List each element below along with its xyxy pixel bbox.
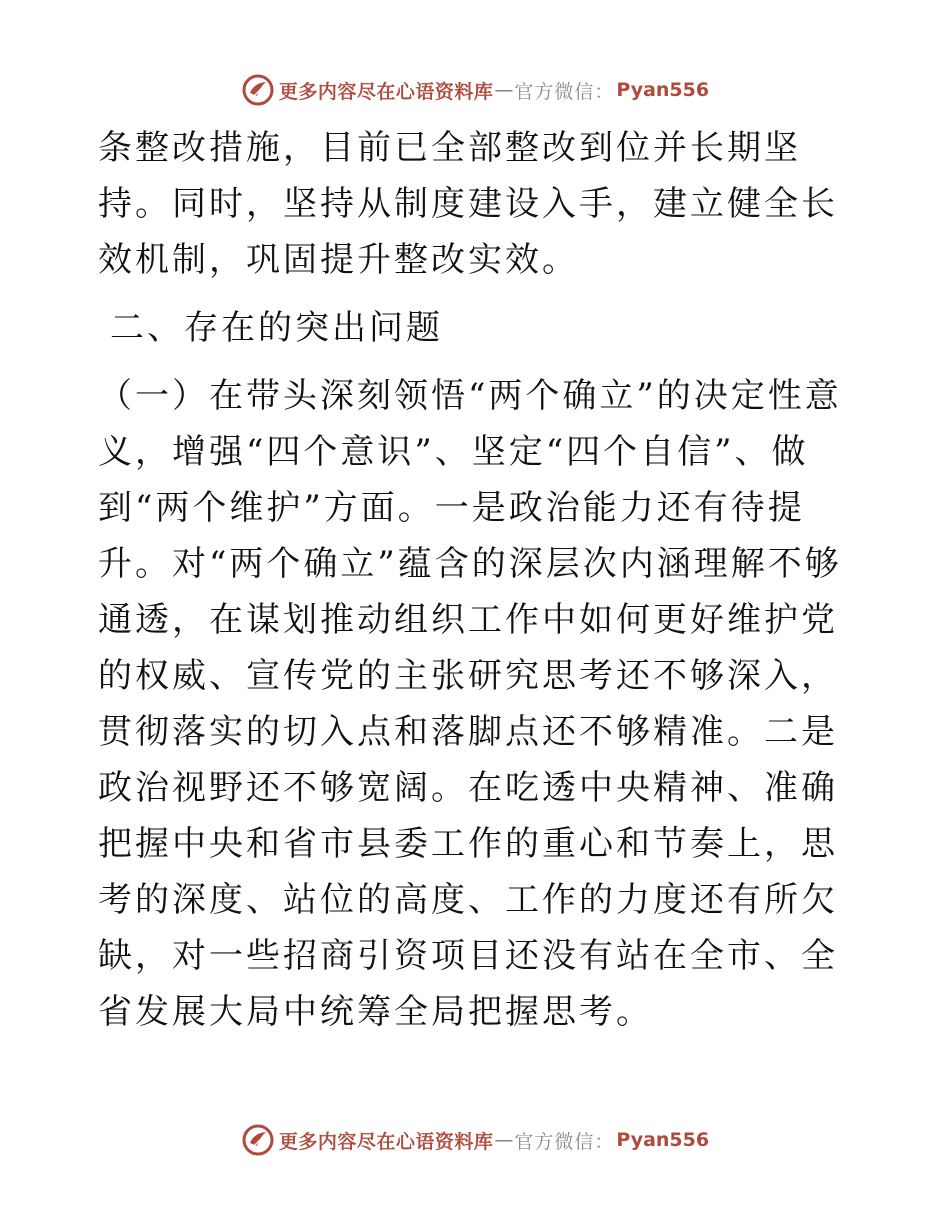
banner-wechat-id: Pyan556 bbox=[616, 1129, 710, 1151]
banner-wechat-id: Pyan556 bbox=[616, 79, 710, 101]
header-banner bbox=[0, 70, 950, 110]
logo-icon bbox=[241, 73, 275, 107]
banner-wechat-label: 官方微信： bbox=[514, 1130, 615, 1153]
banner-wechat-label: 官方微信： bbox=[514, 80, 615, 103]
banner-main-text: 更多内容尽在心语资料库 bbox=[278, 80, 494, 103]
banner-separator: — bbox=[494, 79, 514, 101]
logo-icon bbox=[241, 1123, 275, 1157]
footer-banner bbox=[0, 1120, 950, 1160]
banner-main-text: 更多内容尽在心语资料库 bbox=[278, 1130, 494, 1153]
section-heading: 二、存在的突出问题 bbox=[110, 308, 443, 348]
document-body bbox=[98, 120, 858, 1074]
banner-separator: — bbox=[494, 1129, 514, 1151]
paragraph-section-one: （一）在带头深刻领悟“两个确立”的决定性意义，增强“四个意识”、坚定“四个自信”、做到“两个维护”方面。一是政治能力还有待提升。对“两个确立”蕴含的深层次内涵理解不够通透，在谋划推动组织工作中如何更好维护党的权威、宣传党的主张研究思考还不够深入，贯彻落实的切入点和落脚点还不够精准。二是政治视野还不够宽阔。在吃透中央精神、准确把握中央和省市县委工作的重心和节奏上，思考的深度、站位的高度、工作的力度还有所欠缺，对一些招商引资项目还没有站在全市、全省发展大局中统筹全局把握思考。 bbox=[98, 376, 842, 1032]
paragraph-continuation: 条整改措施，目前已全部整改到位并长期坚持。同时，坚持从制度建设入手，建立健全长效机制，巩固提升整改实效。 bbox=[98, 128, 838, 280]
